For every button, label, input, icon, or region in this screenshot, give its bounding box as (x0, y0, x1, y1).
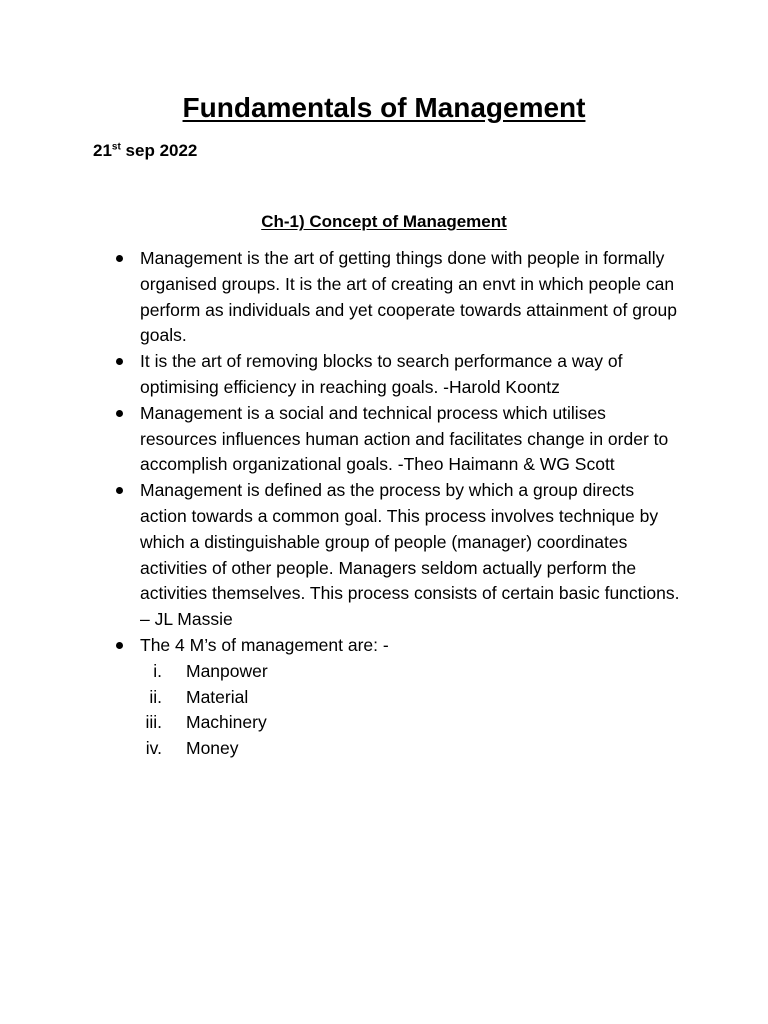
bullet-text: The 4 M’s of management are: - (140, 634, 389, 655)
bullet-dot-icon (116, 642, 123, 649)
bullet-list (140, 246, 680, 762)
bullet-dot-icon (116, 487, 123, 494)
bullet-text: Management is defined as the process by which a group directs action towards a common goal. This process involves technique by which a distinguishable group of people (manager) coordinates activities of other people. Managers seldom actually perform the activities themselves. This process consists of certain basic functions. – JL Massie (140, 480, 680, 630)
four-ms-item (140, 736, 680, 762)
roman-numeral: ii. (149, 686, 162, 707)
bullet-item (140, 633, 680, 762)
bullet-text: It is the art of removing blocks to search performance a way of optimising efficiency in reaching goals. -Harold Koontz (140, 351, 623, 397)
date-suffix: st (111, 141, 121, 153)
four-ms-label: Manpower (186, 660, 268, 681)
chapter-heading: Ch-1) Concept of Management (261, 212, 507, 231)
four-ms-list (140, 659, 680, 762)
bullet-item (140, 478, 680, 633)
bullet-dot-icon (116, 410, 123, 417)
bullet-dot-icon (116, 358, 123, 365)
bullet-item (140, 246, 680, 349)
roman-numeral: iv. (145, 738, 162, 759)
four-ms-label: Machinery (186, 712, 267, 733)
bullet-text: Management is the art of getting things done with people in formally organised groups. It is the art of creating an envt in which people can perform as individuals and yet cooperate towards attainment of group goals. (140, 248, 677, 346)
document-title: Fundamentals of Management (182, 92, 586, 123)
bullet-item (140, 349, 680, 401)
document-date (93, 139, 197, 163)
four-ms-label: Money (186, 738, 239, 759)
bullet-text: Management is a social and technical process which utilises resources influences human action and facilitates change in order to accomplish organizational goals. -Theo Haimann & WG Scott (140, 402, 669, 475)
roman-numeral: iii. (145, 712, 162, 733)
date-rest: sep 2022 (120, 141, 198, 160)
bullet-dot-icon (116, 255, 123, 262)
four-ms-item (140, 659, 680, 685)
roman-numeral: i. (153, 660, 162, 681)
four-ms-label: Material (186, 686, 249, 707)
four-ms-item (140, 685, 680, 711)
four-ms-item (140, 710, 680, 736)
bullet-item (140, 401, 680, 478)
date-day: 21 (93, 141, 112, 160)
